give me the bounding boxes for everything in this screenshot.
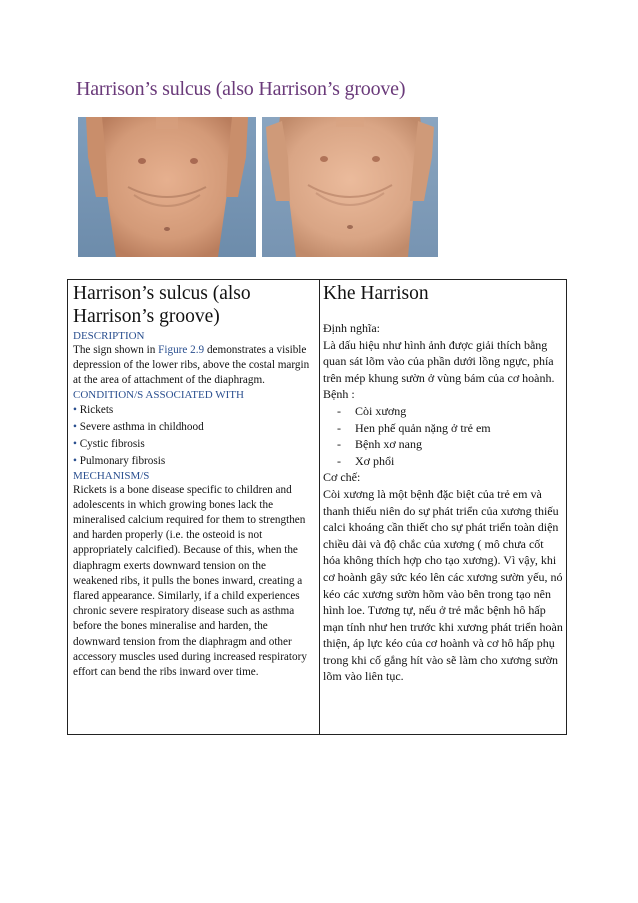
condition-item: [73, 402, 313, 419]
vi-mechanism-label: Cơ chế:: [323, 470, 361, 485]
dash-icon: -: [337, 420, 341, 435]
disease-label: Bệnh :: [323, 387, 355, 402]
disease-label-text: Xơ phổi: [355, 453, 395, 468]
vi-mechanism-text: Còi xương là một bệnh đặc biệt của trẻ em và thanh thiếu niên do sự phát triển của xương thiếu calci khoáng cần thiết cho sự phát triển toàn diện chiều dài và độ chắc của xương ( mô chưa cốt hóa không thích hợp cho tạo xương). Vì vậy, khi cơ hoành gây sức kéo lên các xương sườn yếu, nó kéo các xương sườn hõm vào bên trong tạo nên hình loe. Tương tự, nếu ở trẻ mắc bệnh hô hấp mạn tính như hen trước khi xương phát triển hoàn thiện, áp lực kéo của cơ hoành và cơ hô hấp phụ trong khi cố gắng hít vào sẽ làm cho xương sườn lõm vào liên tục.: [323, 486, 563, 684]
vietnamese-column: [323, 282, 563, 685]
english-column: [73, 282, 313, 680]
bullet-icon: •: [73, 403, 77, 416]
description-pre: The sign shown in: [73, 344, 159, 356]
description-text: [73, 343, 313, 389]
mechanism-label: MECHANISM/S: [73, 469, 150, 482]
disease-label-text: Hen phế quản nặng ở trẻ em: [355, 420, 491, 435]
disease-item: [323, 436, 563, 453]
disease-list: [323, 403, 563, 469]
mechanism-text: Rickets is a bone disease specific to children and adolescents in which growing bones lack the mineralised calcium required for them to strengthen and harden properly (i.e. the osteoid is not appropriately calcified). Because of this, when the diaphragm exerts downward tension on the weakened ribs, it pulls the bones inward, creating a flared appearance. Similarly, if a child experiences chronic severe respiratory disease such as asthma before the bones mineralise and harden, the downward tension from the diaphragm and other accessory muscles used during increased respiratory effort can bend the ribs inward over time.: [73, 483, 307, 679]
condition-item: [73, 419, 313, 436]
disease-label-text: Bệnh xơ nang: [355, 437, 423, 452]
vietnamese-heading: Khe Harrison: [323, 283, 429, 304]
bullet-icon: •: [73, 420, 77, 433]
condition-label: Rickets: [79, 403, 114, 416]
condition-label: Severe asthma in childhood: [79, 420, 204, 433]
description-post: demonstrates a visible depression of the lower ribs, above the costal margin at the area of attachment of the diaphragm.: [73, 344, 310, 387]
disease-label-text: Còi xương: [355, 403, 407, 418]
chest-photo-front-image: [78, 117, 256, 257]
bullet-icon: •: [73, 454, 77, 467]
disease-item: [323, 453, 563, 470]
chest-photo-front: [78, 117, 256, 257]
chest-photo-second-image: [262, 117, 438, 257]
dash-icon: -: [337, 453, 341, 468]
dash-icon: -: [337, 403, 341, 418]
disease-item: [323, 403, 563, 420]
bullet-icon: •: [73, 437, 77, 450]
condition-item: [73, 436, 313, 453]
definition-label: Định nghĩa:: [323, 321, 380, 335]
figure-link[interactable]: Figure 2.9: [158, 344, 205, 356]
condition-item: [73, 453, 313, 470]
definition-text: Là dấu hiệu như hình ảnh được giải thích bằng quan sát lõm vào của phần dưới lồng ngực, phía trên mép khung sườn ở vùng bám của cơ hoành.: [323, 337, 555, 385]
disease-item: [323, 420, 563, 437]
column-divider: [319, 280, 320, 734]
comparison-table: [67, 279, 567, 735]
dash-icon: -: [337, 437, 341, 452]
english-heading: Harrison’s sulcus (also Harrison’s groove): [73, 283, 251, 327]
conditions-label: CONDITION/S ASSOCIATED WITH: [73, 388, 244, 401]
condition-label: Cystic fibrosis: [79, 437, 145, 450]
page-title: Harrison’s sulcus (also Harrison’s groove): [76, 78, 406, 100]
condition-label: Pulmonary fibrosis: [79, 454, 166, 467]
chest-photo-second: [262, 117, 438, 257]
description-label: DESCRIPTION: [73, 330, 145, 342]
